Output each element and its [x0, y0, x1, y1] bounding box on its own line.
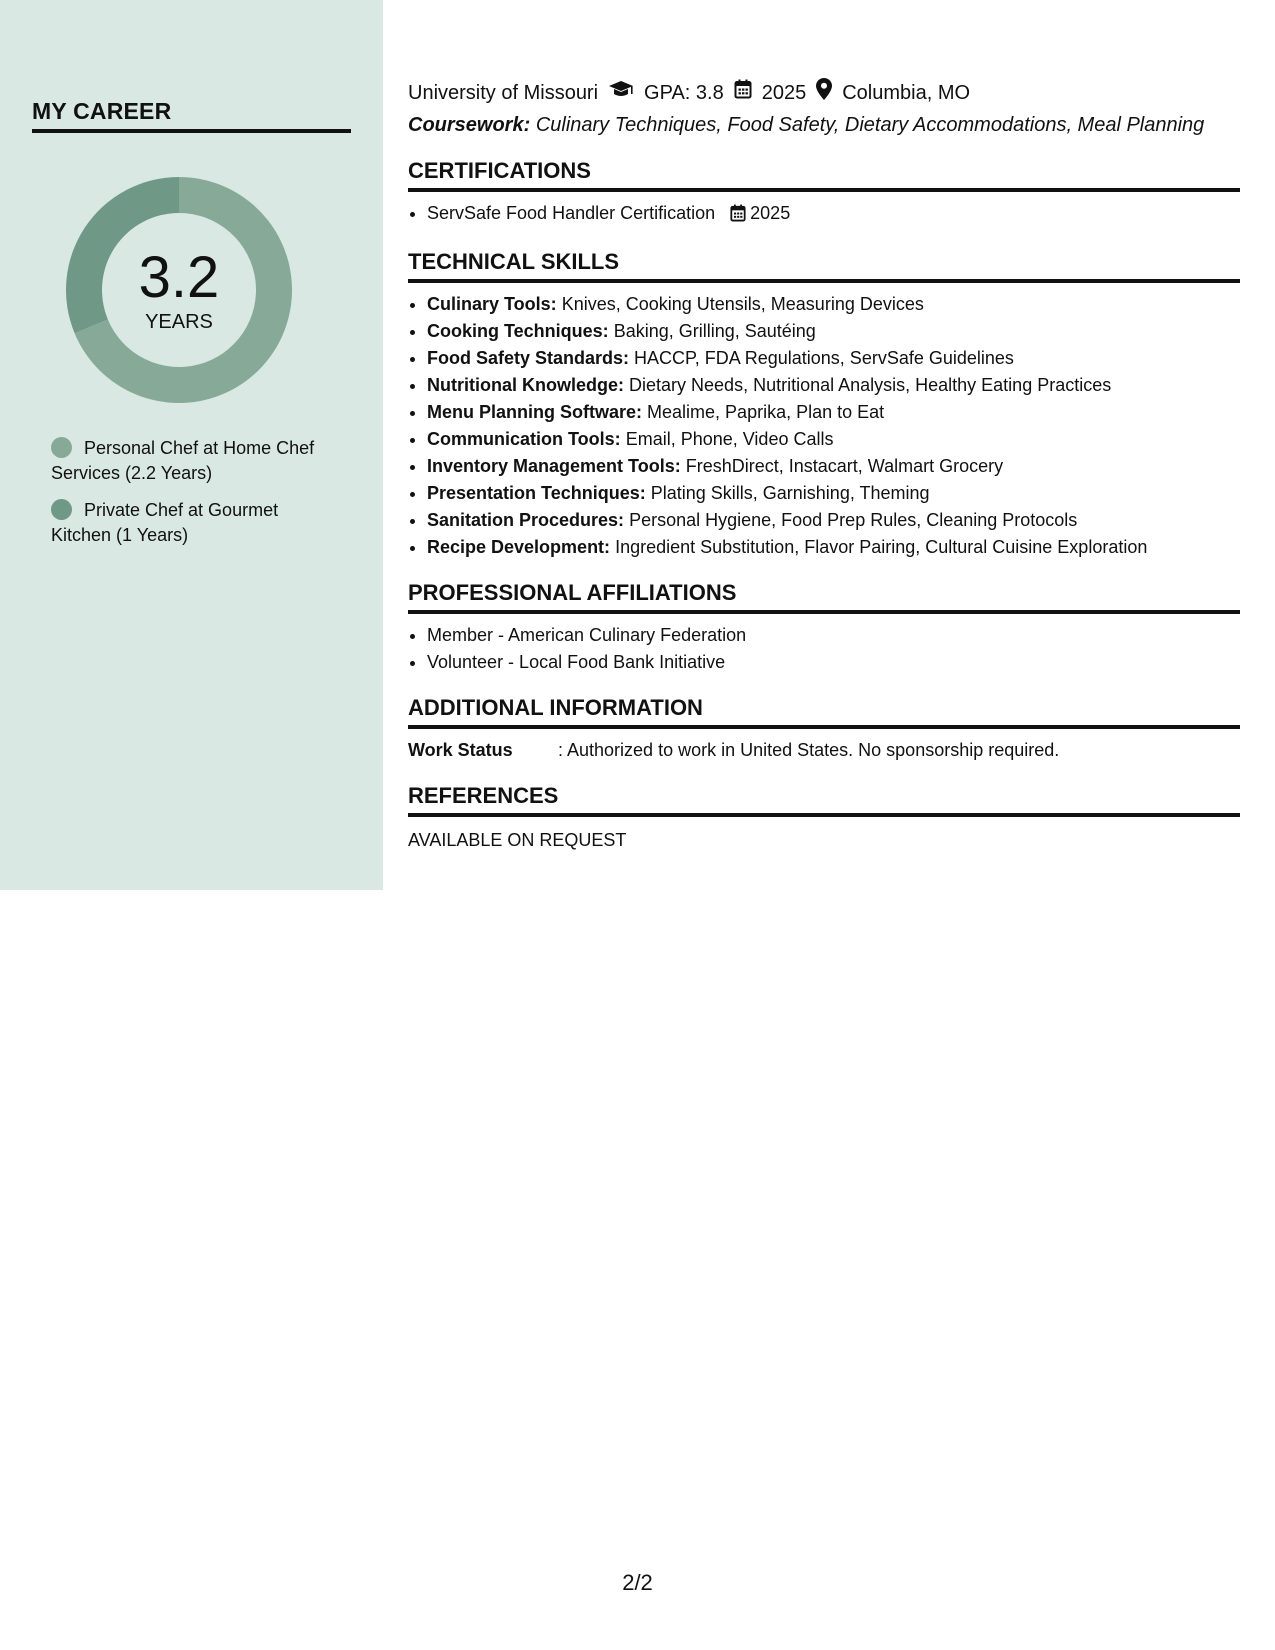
skill-value: HACCP, FDA Regulations, ServSafe Guidelines [634, 348, 1014, 368]
list-item [427, 453, 1240, 480]
list-item [427, 534, 1240, 561]
page-number: 2/2 [622, 1570, 653, 1595]
skill-label: Culinary Tools: [427, 294, 557, 314]
skill-value: Knives, Cooking Utensils, Measuring Devices [561, 294, 924, 314]
career-total-unit: YEARS [145, 311, 213, 333]
work-status-value: : Authorized to work in United States. No sponsorship required. [558, 740, 1060, 760]
skill-label: Food Safety Standards: [427, 348, 630, 368]
legend-dot-icon [51, 437, 72, 458]
career-title: MY CAREER [32, 98, 172, 124]
skill-value: Plating Skills, Garnishing, Theming [650, 483, 930, 503]
calendar-icon [734, 79, 752, 107]
skill-value: Mealime, Paprika, Plan to Eat [647, 402, 885, 422]
career-legend-label: Personal Chef at Home Chef Services (2.2 Years) [51, 438, 315, 483]
location-pin-icon [816, 78, 832, 108]
list-item [427, 345, 1240, 372]
education-location: Columbia, MO [842, 82, 971, 104]
skill-label: Presentation Techniques: [427, 483, 646, 503]
list-item [427, 426, 1240, 453]
work-status-row [408, 737, 1240, 764]
career-sidebar [0, 0, 383, 890]
list-item [427, 291, 1240, 318]
skill-value: Baking, Grilling, Sautéing [613, 321, 816, 341]
career-legend-label: Private Chef at Gourmet Kitchen (1 Years) [51, 500, 279, 545]
certification-year: 2025 [750, 203, 791, 223]
education-coursework [408, 111, 1240, 139]
education-line [408, 78, 1240, 108]
skill-label: Menu Planning Software: [427, 402, 643, 422]
resume-main [408, 78, 1240, 854]
skill-value: FreshDirect, Instacart, Walmart Grocery [685, 456, 1004, 476]
list-item [427, 480, 1240, 507]
skill-label: Communication Tools: [427, 429, 621, 449]
career-legend-item [51, 498, 341, 548]
references-heading: REFERENCES [408, 782, 1240, 817]
education-gpa: GPA: 3.8 [644, 82, 724, 104]
skill-label: Recipe Development: [427, 537, 611, 557]
coursework-label: Coursework: [408, 114, 531, 136]
affiliations-heading: PROFESSIONAL AFFILIATIONS [408, 579, 1240, 614]
career-legend-item [51, 436, 341, 486]
list-item [427, 399, 1240, 426]
certification-name: ServSafe Food Handler Certification [427, 203, 716, 223]
skill-label: Sanitation Procedures: [427, 510, 625, 530]
list-item [427, 372, 1240, 399]
technical-skills-list [408, 291, 1240, 561]
skill-label: Inventory Management Tools: [427, 456, 681, 476]
references-text: AVAILABLE ON REQUEST [408, 830, 627, 850]
list-item [427, 318, 1240, 345]
skill-value: Personal Hygiene, Food Prep Rules, Cleaning Protocols [629, 510, 1078, 530]
skill-value: Dietary Needs, Nutritional Analysis, Healthy Eating Practices [629, 375, 1112, 395]
calendar-icon [730, 203, 746, 230]
technical-skills-heading: TECHNICAL SKILLS [408, 248, 1240, 283]
skill-value: Ingredient Substitution, Flavor Pairing, Cultural Cuisine Exploration [615, 537, 1148, 557]
list-item [427, 507, 1240, 534]
work-status-label: Work Status [408, 740, 513, 760]
additional-info-heading: ADDITIONAL INFORMATION [408, 694, 1240, 729]
certifications-list [408, 200, 1240, 230]
skill-value: Email, Phone, Video Calls [625, 429, 834, 449]
skill-label: Nutritional Knowledge: [427, 375, 624, 395]
list-item: • Volunteer - Local Food Bank Initiative [427, 649, 1240, 676]
coursework-list: Culinary Techniques, Food Safety, Dietary Accommodations, Meal Planning [535, 114, 1205, 136]
legend-dot-icon [51, 499, 72, 520]
career-title-rule [32, 129, 351, 133]
affiliations-list [408, 622, 1240, 676]
certifications-heading: CERTIFICATIONS [408, 157, 1240, 192]
education-year: 2025 [761, 82, 807, 104]
list-item [427, 200, 1240, 230]
education-school: University of Missouri [408, 82, 599, 104]
list-item: • Member - American Culinary Federation [427, 622, 1240, 649]
skill-label: Cooking Techniques: [427, 321, 609, 341]
graduation-cap-icon [608, 79, 634, 107]
career-total-number: 3.2 [138, 245, 220, 310]
